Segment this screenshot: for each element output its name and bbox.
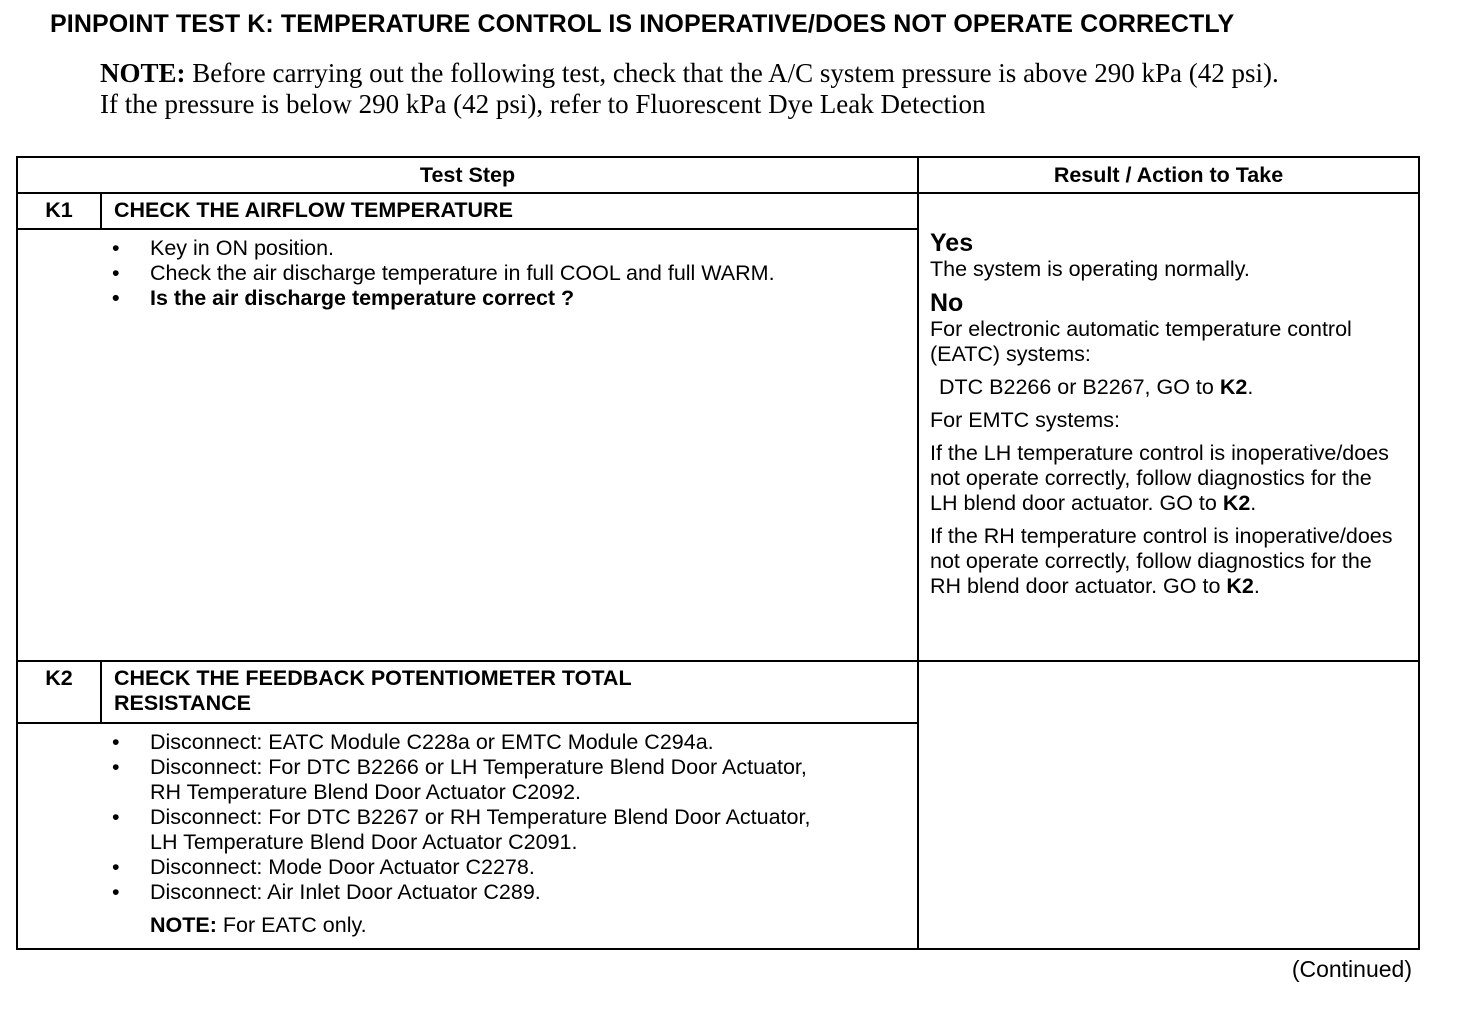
list-item: • Disconnect: For DTC B2266 or LH Temperature Blend Door Actuator, RH Temperature Blend Door Actuator C2092. [38, 755, 835, 805]
k1-rh-goto-link: K2 [1226, 574, 1254, 598]
k1-yes-label: Yes [930, 229, 974, 257]
k2-step-title: CHECK THE FEEDBACK POTENTIOMETER TOTAL RESISTANCE [101, 661, 918, 723]
k2-note [18, 913, 905, 938]
continued-label: (Continued) [1291, 956, 1412, 982]
k2-note-label: NOTE: [150, 913, 217, 937]
list-item: • Disconnect: EATC Module C228a or EMTC Module C294a. [38, 730, 835, 755]
k2-step-body [17, 723, 918, 949]
pinpoint-test-table [16, 156, 1420, 950]
table-header-row [17, 157, 1419, 193]
k1-result [918, 193, 1419, 661]
k1-step-id: K1 [17, 193, 101, 229]
note-label: NOTE: [100, 58, 186, 88]
k1-lh-goto-link: K2 [1222, 491, 1251, 515]
k2-title-row [17, 661, 1419, 723]
k1-step-body [17, 229, 918, 661]
list-item: • Disconnect: Air Inlet Door Actuator C289. [38, 880, 835, 905]
k1-emtc-text: For EMTC systems: [930, 408, 1120, 432]
k1-title-row [17, 193, 1419, 229]
k2-result [918, 661, 1419, 949]
list-item: • Disconnect: For DTC B2267 or RH Temperature Blend Door Actuator, LH Temperature Blend Door Actuator C2091. [38, 805, 835, 855]
k1-lh-text: If the LH temperature control is inoperative/does not operate correctly, follow diagnostics for the LH blend door actuator. GO to K2. [930, 441, 1389, 515]
k1-rh-text: If the RH temperature control is inoperative/does not operate correctly, follow diagnostics for the RH blend door actuator. GO to K2. [930, 524, 1393, 598]
k2-note-text: For EATC only. [216, 913, 367, 937]
list-item: • Is the air discharge temperature correct ? [38, 286, 905, 311]
k1-no-text: For electronic automatic temperature control (EATC) systems: [930, 317, 1352, 366]
list-item: • Disconnect: Mode Door Actuator C2278. [38, 855, 835, 880]
list-item: • Check the air discharge temperature in full COOL and full WARM. [38, 261, 905, 286]
k1-dtc-line: DTC B2266 or B2267, GO to K2. [939, 375, 1254, 399]
k1-step-title: CHECK THE AIRFLOW TEMPERATURE [101, 193, 918, 229]
header-result: Result / Action to Take [918, 157, 1419, 193]
k1-no-label: No [930, 289, 964, 317]
header-test-step: Test Step [17, 157, 918, 193]
list-item: • Key in ON position. [38, 236, 905, 261]
k1-dtc-goto-link: K2 [1219, 375, 1248, 399]
intro-note [100, 58, 1280, 120]
k1-yes-text: The system is operating normally. [930, 257, 1250, 281]
note-text: Before carrying out the following test, check that the A/C system pressure is above 290 kPa (42 psi). If the pressure is below 290 kPa (42 psi), refer to Fluorescent Dye Leak Detection [100, 58, 1279, 119]
k2-step-id: K2 [17, 661, 101, 723]
page-title: PINPOINT TEST K: TEMPERATURE CONTROL IS INOPERATIVE/DOES NOT OPERATE CORRECTLY [50, 10, 1235, 38]
